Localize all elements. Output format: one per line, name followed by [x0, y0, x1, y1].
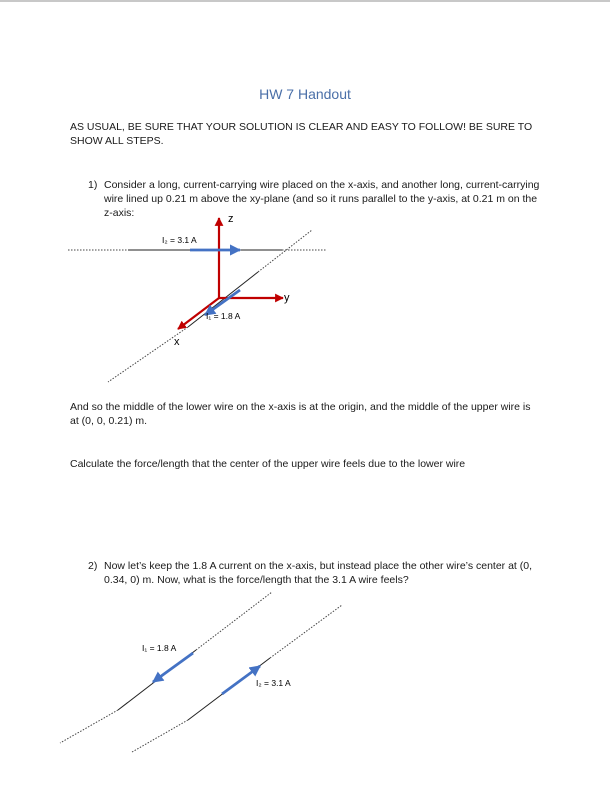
left-wire-dotted-top [196, 592, 272, 650]
upper-current-label: I₂ = 3.1 A [162, 235, 197, 245]
page-title: HW 7 Handout [259, 86, 351, 102]
problem-1-text: Consider a long, current-carrying wire placed on the x-axis, and another long, current-carrying wire lined up 0.21 m above the xy-plane (and so it runs parallel to the y-axis, at 0.21 m on the z-axis: [104, 179, 540, 219]
left-current-arrow [153, 653, 193, 682]
diagram-1 [68, 213, 326, 382]
problem-2 [88, 559, 548, 587]
left-current-label: I₁ = 1.8 A [142, 643, 177, 653]
x-axis-label: x [174, 336, 180, 348]
right-wire-dotted-bottom [132, 720, 188, 752]
problem-1-followup: And so the middle of the lower wire on the x-axis is at the origin, and the middle of the upper wire is at (0, 0, 0.21) m. [70, 401, 531, 427]
right-current-label: I₂ = 3.1 A [256, 678, 291, 688]
left-wire-dotted-bottom [60, 710, 118, 743]
instructions: AS USUAL, BE SURE THAT YOUR SOLUTION IS CLEAR AND EASY TO FOLLOW! BE SURE TO SHOW ALL STEPS. [70, 121, 533, 147]
lower-wire-dotted-top [258, 230, 312, 272]
right-wire-dotted-top [270, 605, 342, 658]
z-axis-label: z [228, 213, 234, 225]
diagram-2 [60, 592, 342, 752]
lower-current-label: I₁ = 1.8 A [206, 311, 241, 321]
problem-2-number: 2) [88, 560, 98, 572]
problem-2-text: Now let’s keep the 1.8 A current on the x-axis, but instead place the other wire’s center at (0, 0.34, 0) m. Now, what is the force/length that the 3.1 A wire feels? [104, 560, 533, 586]
problem-1-number: 1) [88, 179, 98, 191]
problem-1-question: Calculate the force/length that the center of the upper wire feels due to the lower wire [70, 458, 466, 470]
right-current-arrow [222, 666, 260, 694]
y-axis-label: y [284, 292, 290, 304]
